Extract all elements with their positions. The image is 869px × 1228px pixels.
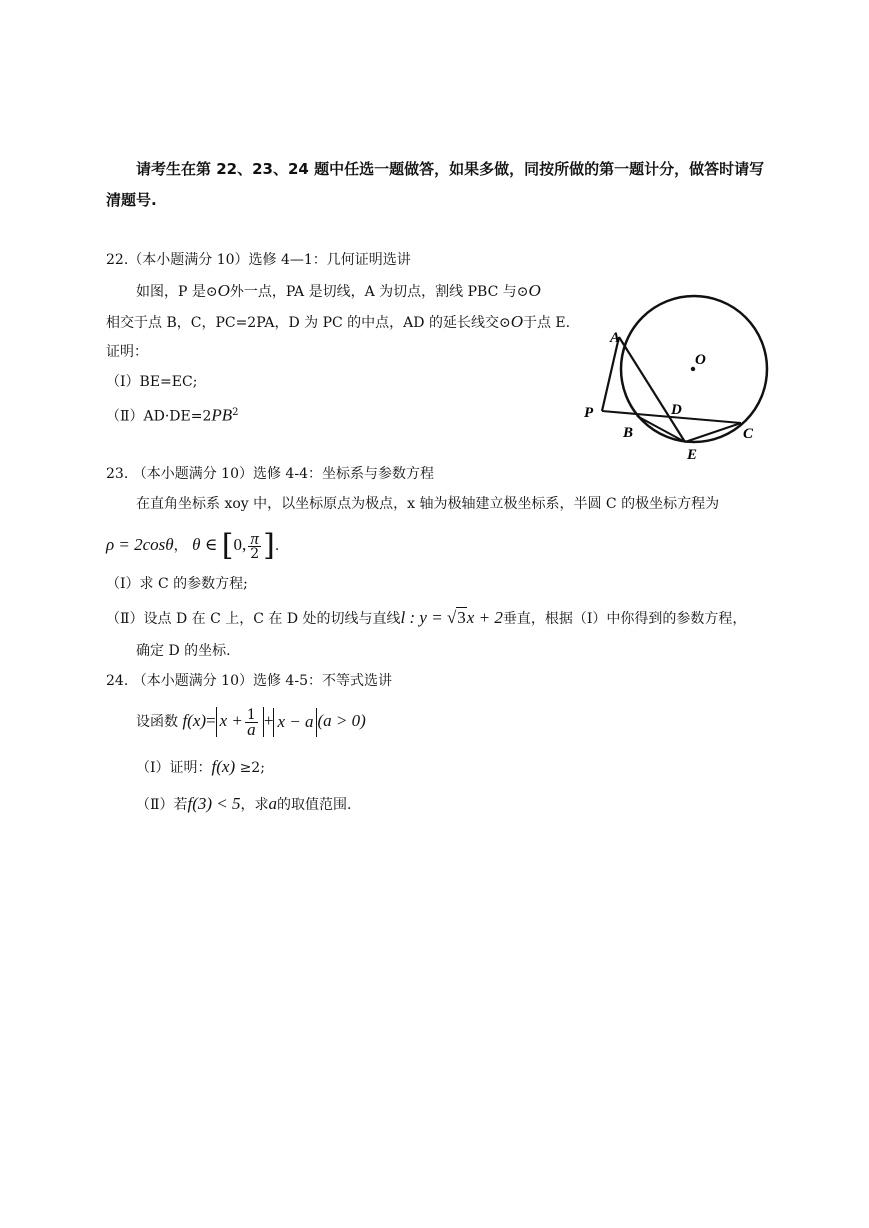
- pb-exponent: 2: [232, 407, 239, 418]
- equals-sign: =: [206, 711, 216, 730]
- o-letter-2: O: [528, 281, 541, 300]
- q22-line-1: [136, 282, 541, 301]
- q23-part-1: （Ⅰ）求 C 的参数方程;: [106, 576, 248, 592]
- right-bracket: ]: [263, 528, 275, 563]
- circle-o-symbol-3: ⊙: [498, 315, 511, 331]
- q22-line-2b: 于点 E.: [522, 315, 571, 331]
- q24-part-2b: ，求: [240, 797, 269, 813]
- f3-inequality: f(3) < 5: [187, 794, 241, 813]
- q23-part-2a: （Ⅱ）设点 D 在 C 上，C 在 D 处的切线与直线: [106, 611, 401, 627]
- abs2-expr: x − a: [277, 711, 314, 731]
- plus-sign: +: [263, 711, 274, 730]
- q24-part-2: [136, 792, 352, 817]
- geometry-figure: [578, 290, 778, 465]
- q24-header: 24. （本小题满分 10）选修 4-5：不等式选讲: [106, 673, 392, 689]
- q24-part-1b: ≥2;: [239, 760, 265, 776]
- q23-equation: ρ = 2cosθ， θ ∈ [0, $\frac{\pi}{2}$ ].: [106, 528, 280, 563]
- q22-part-1: （Ⅰ）BE=EC;: [106, 374, 198, 390]
- q23-part-2c: 确定 D 的坐标.: [136, 643, 231, 659]
- interval-start: 0,: [233, 535, 247, 554]
- line-equation-l: l : y =: [400, 608, 447, 627]
- q24-part-1a: （Ⅰ）证明：: [136, 760, 212, 776]
- part1-fx: f(x): [211, 757, 236, 776]
- q22-header: 22.（本小题满分 10）选修 4—1：几何证明选讲: [106, 252, 411, 268]
- q24-part-2c: 的取值范围.: [277, 797, 352, 813]
- label-e: E: [687, 447, 698, 463]
- q24-line-1a: 设函数: [136, 714, 178, 730]
- o-letter-3: O: [510, 312, 523, 331]
- two-denominator: 2: [250, 545, 260, 562]
- instruction-line-1: 请考生在第 22、23、24 题中任选一题做答，如果多做，同按所做的第一题计分，做答时请写: [136, 160, 765, 178]
- line-equation-rest: x + 2: [466, 608, 503, 627]
- label-p: P: [584, 405, 594, 421]
- variable-a: a: [268, 794, 278, 813]
- q22-line-1b: 外一点，PA 是切线，A 为切点，割线 PBC 与: [229, 284, 517, 300]
- o-letter: O: [217, 281, 230, 300]
- function-fx: f(x): [182, 711, 207, 730]
- q24-part-1: [136, 755, 265, 780]
- theta-range: θ ∈: [192, 535, 218, 554]
- frac-den: a: [247, 719, 256, 739]
- q22-part-2-text: （Ⅱ）AD·DE=2: [106, 408, 212, 425]
- tangent-pa: [602, 337, 619, 411]
- label-o: O: [695, 352, 706, 368]
- label-c: C: [743, 426, 754, 442]
- q22-part-2: [106, 404, 239, 426]
- instruction-line-2: 清题号.: [106, 191, 157, 209]
- q23-part-2: [106, 606, 746, 631]
- circle-o-symbol: ⊙: [205, 284, 218, 300]
- pi-over-two: [248, 528, 261, 562]
- pi-symbol: π: [248, 532, 261, 547]
- q23-header: 23. （本小题满分 10）选修 4-4：坐标系与参数方程: [106, 466, 434, 482]
- label-b: B: [623, 425, 634, 441]
- q23-part-2b: 垂直，根据（Ⅰ）中你得到的参数方程，: [502, 611, 747, 627]
- q22-line-2a: 相交于点 B，C，PC=2PA，D 为 PC 的中点，AD 的延长线交: [106, 315, 499, 331]
- q22-proof-label: 证明：: [106, 344, 148, 360]
- q22-line-1a: 如图，P 是: [136, 284, 206, 300]
- condition: (a > 0): [317, 711, 366, 730]
- abs-term-1: [216, 707, 264, 737]
- left-bracket: [: [221, 528, 234, 563]
- q24-part-2a: （Ⅱ）若: [136, 797, 188, 813]
- q24-function-def: [136, 703, 366, 740]
- frac-num: 1: [246, 706, 256, 723]
- q23-line-1: 在直角坐标系 xoy 中，以坐标原点为极点，x 轴为极轴建立极坐标系，半圆 C 的极坐标方程为: [136, 496, 720, 512]
- q22-line-2: [106, 313, 570, 332]
- one-over-a: [245, 708, 258, 737]
- abs1-x: x +: [219, 711, 243, 731]
- label-d: D: [671, 402, 682, 418]
- pb-symbol: PB: [211, 405, 233, 425]
- label-a: A: [610, 330, 621, 346]
- sqrt-three: 3: [457, 608, 466, 627]
- circle-o-symbol-2: ⊙: [516, 284, 529, 300]
- abs-term-2: [273, 708, 317, 737]
- polar-equation: ρ = 2cosθ: [106, 535, 174, 554]
- sqrt-symbol: √: [446, 608, 457, 627]
